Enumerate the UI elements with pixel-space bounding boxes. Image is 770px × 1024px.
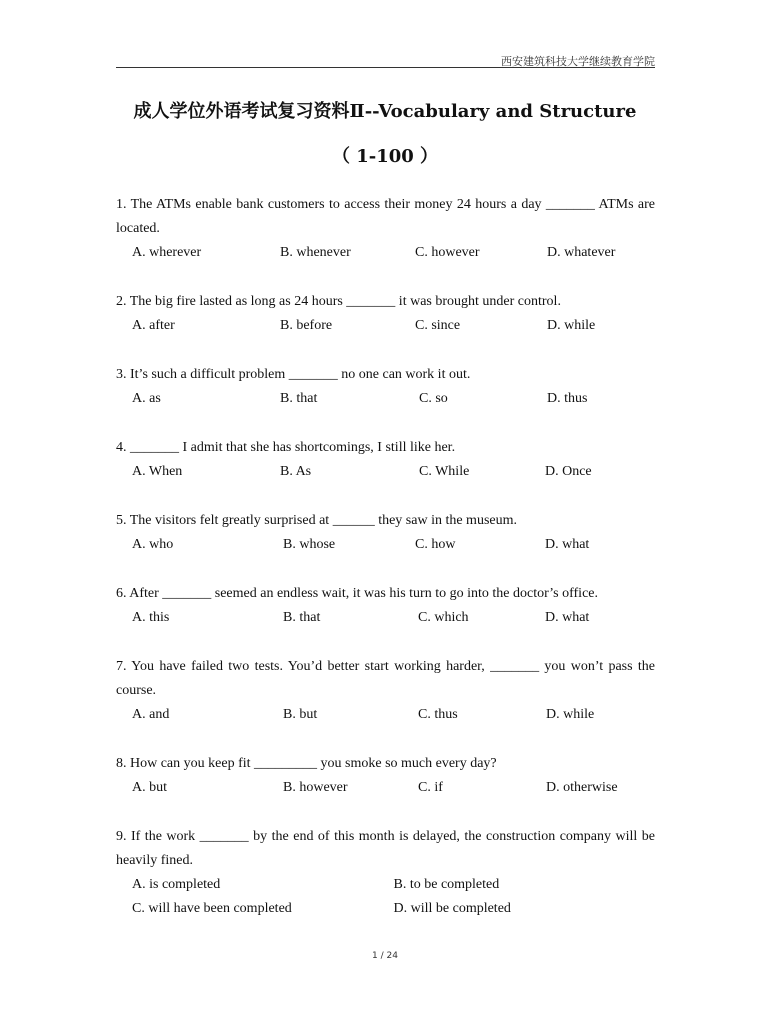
options-row: [116, 460, 655, 484]
options-row: [116, 533, 655, 557]
question-text: 1. The ATMs enable bank customers to access their money 24 hours a day _______ ATMs are located.: [116, 197, 655, 236]
option-b: B. to be completed: [393, 877, 500, 892]
question-text: 8. How can you keep fit _________ you smoke so much every day?: [116, 756, 497, 771]
options-row: [116, 897, 655, 921]
question-9: [116, 825, 655, 921]
option-d: D. will be completed: [393, 901, 511, 916]
option-c: C. how: [415, 537, 456, 552]
question-2: [116, 290, 655, 338]
header-divider: [116, 67, 655, 68]
option-d: D. whatever: [547, 245, 616, 260]
question-4: [116, 436, 655, 484]
question-8: [116, 752, 655, 800]
question-text: 4. _______ I admit that she has shortcomings, I still like her.: [116, 440, 456, 455]
options-row: [116, 314, 655, 338]
option-a: A. as: [132, 391, 161, 406]
option-b: B. but: [283, 707, 318, 722]
question-text: 3. It’s such a difficult problem _______ no one can work it out.: [116, 367, 471, 382]
option-c: C. however: [415, 245, 480, 260]
option-c: C. thus: [418, 707, 458, 722]
question-5: [116, 509, 655, 557]
options-row: [116, 703, 655, 727]
page-header: 西安建筑科技大学继续教育学院: [501, 55, 655, 68]
option-a: A. is completed: [132, 877, 221, 892]
question-text: 5. The visitors felt greatly surprised at ______ they saw in the museum.: [116, 513, 518, 528]
question-text: 9. If the work _______ by the end of this month is delayed, the construction company will be heavily fined.: [116, 829, 655, 868]
options-row: [116, 776, 655, 800]
option-c: C. While: [419, 464, 470, 479]
question-text: 6. After _______ seemed an endless wait, it was his turn to go into the doctor’s office.: [116, 586, 599, 601]
question-6: [116, 582, 655, 630]
options-row: [116, 873, 655, 897]
option-d: D. thus: [547, 391, 588, 406]
question-text: 7. You have failed two tests. You’d better start working harder, _______ you won’t pass the course.: [116, 659, 655, 698]
question-7: [116, 655, 655, 727]
page-number: 1 / 24: [372, 951, 398, 961]
options-row: [116, 241, 655, 265]
option-d: D. while: [547, 318, 596, 333]
option-c: C. so: [419, 391, 448, 406]
option-b: B. As: [280, 464, 312, 479]
option-b: B. whose: [283, 537, 336, 552]
option-a: A. this: [132, 610, 170, 625]
option-b: B. whenever: [280, 245, 351, 260]
option-d: D. Once: [545, 464, 592, 479]
option-c: C. since: [415, 318, 461, 333]
document-title: 成人学位外语考试复习资料Ⅱ--Vocabulary and Structure: [133, 101, 637, 122]
option-a: A. and: [132, 707, 170, 722]
option-d: D. what: [545, 537, 590, 552]
option-b: B. before: [280, 318, 333, 333]
question-list: [116, 193, 655, 921]
option-a: A. wherever: [132, 245, 202, 260]
option-c: C. if: [418, 780, 443, 795]
option-b: B. that: [280, 391, 318, 406]
option-a: A. who: [132, 537, 174, 552]
option-a: A. after: [132, 318, 175, 333]
question-text: 2. The big fire lasted as long as 24 hours _______ it was brought under control.: [116, 294, 561, 309]
option-c: C. will have been completed: [132, 901, 292, 916]
option-d: D. while: [546, 707, 595, 722]
option-a: A. When: [132, 464, 183, 479]
options-row: [116, 387, 655, 411]
question-3: [116, 363, 655, 411]
option-c: C. which: [418, 610, 469, 625]
option-b: B. that: [283, 610, 321, 625]
document-subtitle: （ 1-100 ）: [331, 146, 439, 167]
option-d: D. what: [545, 610, 590, 625]
option-a: A. but: [132, 780, 167, 795]
option-b: B. however: [283, 780, 348, 795]
question-1: [116, 193, 655, 265]
option-d: D. otherwise: [546, 780, 618, 795]
options-row: [116, 606, 655, 630]
